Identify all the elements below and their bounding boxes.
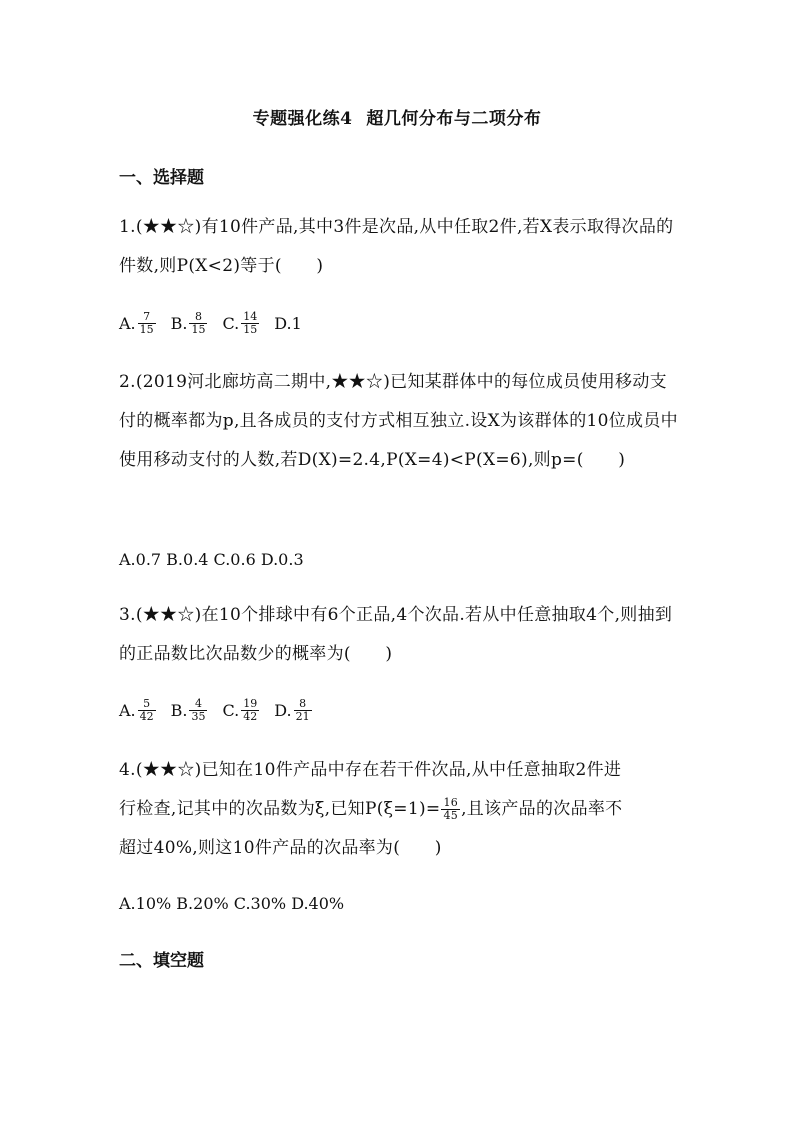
question-4-line-1: 4.(★★☆)已知在10件产品中存在若干件次品,从中任意抽取2件进 xyxy=(119,760,622,780)
fraction: $\frac{16}{45}$ xyxy=(443,796,459,822)
question-3: 3.(★★☆)在10个排球中有6个正品,4个次品.若从中任意抽取4个,则抽到的正品数比次品数少的概率为( ) xyxy=(119,605,673,664)
option-b: B. $\frac{4}{35}$ xyxy=(170,696,206,723)
option-d: D.1 xyxy=(274,313,302,333)
option-c: C. $\frac{19}{42}$ xyxy=(222,696,258,723)
question-1-options xyxy=(119,308,317,338)
question-4-options: A.10% B.20% C.30% D.40% xyxy=(119,893,345,913)
fraction: $\frac{14}{15}$ xyxy=(243,309,258,336)
section-heading-choice: 一、选择题 xyxy=(119,168,204,188)
question-1: 1.(★★☆)有10件产品,其中3件是次品,从中任取2件,若X表示取得次品的件数,则P(X<2)等于( ) xyxy=(119,217,674,276)
question-2: 2.(2019河北廊坊高二期中,★★☆)已知某群体中的每位成员使用移动支付的概率都为p,且各成员的支付方式相互独立.设X为该群体的10位成员中使用移动支付的人数,若D(X)=2.4,P(X=4)<P(X=6),则p=( ) xyxy=(119,372,678,470)
option-c: C. $\frac{14}{15}$ xyxy=(222,309,258,336)
option-b: B. $\frac{8}{15}$ xyxy=(170,309,206,336)
fraction: $\frac{5}{42}$ xyxy=(139,696,154,723)
option-d: D. $\frac{8}{21}$ xyxy=(274,696,310,723)
question-3-options xyxy=(119,695,327,725)
question-2-options: A.0.7 B.0.4 C.0.6 D.0.3 xyxy=(119,549,304,569)
page-title xyxy=(0,104,794,129)
fraction: $\frac{19}{42}$ xyxy=(243,696,258,723)
fraction: $\frac{7}{15}$ xyxy=(139,309,154,336)
title-right: 超几何分布与二项分布 xyxy=(366,109,542,129)
option-a: A. $\frac{5}{42}$ xyxy=(119,696,154,723)
section-heading-fill: 二、填空题 xyxy=(119,951,204,971)
title-left: 专题强化练4 xyxy=(252,109,353,129)
question-4-line-3: 超过40%,则这10件产品的次品率为( ) xyxy=(119,838,442,858)
question-4 xyxy=(119,751,679,868)
fraction: $\frac{4}{35}$ xyxy=(191,696,206,723)
fraction: $\frac{8}{15}$ xyxy=(191,309,206,336)
fraction: $\frac{8}{21}$ xyxy=(295,696,310,723)
question-4-line-2: 行检查,记其中的次品数为ξ,已知P(ξ=1)= $\frac{16}{45}$ ,且该产品的次品率不 xyxy=(119,796,623,822)
option-a: A. $\frac{7}{15}$ xyxy=(119,309,154,336)
